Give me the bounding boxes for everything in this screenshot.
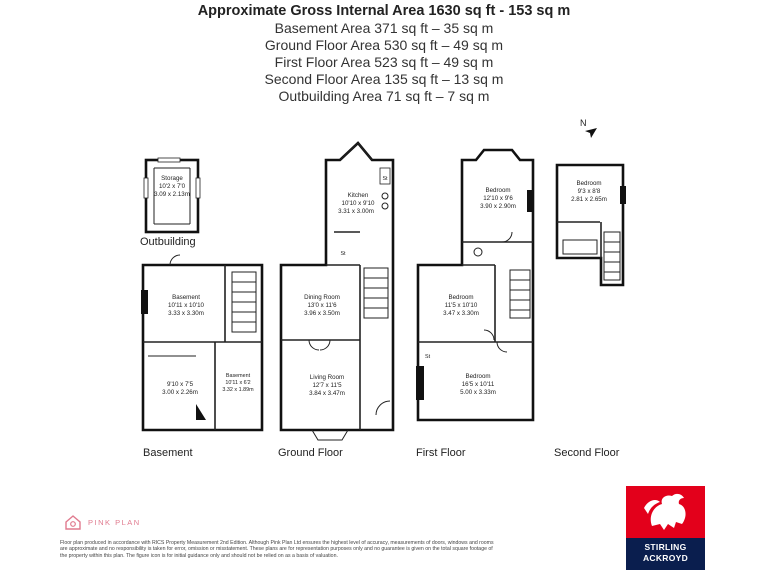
basement-main-name: Basement [172,294,200,301]
pink-plan-text: PINK PLAN [88,517,141,527]
bed-top-imperial: 9'3 x 8'8 [577,188,601,195]
ground-floor-label: Ground Floor [278,447,343,459]
stirling-ackroyd-logo [626,486,705,570]
bed-front-metric: 5.00 x 3.33m [460,389,496,396]
basement-front-metric: 3.00 x 2.26m [162,389,198,396]
ground-store-label: St [340,251,346,257]
gross-area-title: Approximate Gross Internal Area 1630 sq ft - 153 sq m [197,3,571,19]
kitchen-metric: 3.31 x 3.00m [338,208,374,215]
north-arrow-icon [580,118,597,138]
storage-name: Storage [161,175,183,182]
second-floor-label: Second Floor [554,447,620,459]
dining-name: Dining Room [304,294,340,301]
north-label: N [580,118,587,128]
bed-front-name: Bedroom [465,373,491,380]
ground-floor-plan [281,143,393,440]
living-name: Living Room [309,374,345,381]
kitchen-imperial: 10'10 x 9'10 [341,200,375,207]
bed-rear-metric: 3.90 x 2.90m [480,203,516,210]
disclaimer-text: Floor plan produced in accordance with RICS Property Measurement 2nd Edition. Although Pink Plan Ltd ensures the highest level of accuracy, measurements of doors, windows and rooms are approximate and no responsibility is taken for error, omission or misstatement. These plans are for representation purposes only and no guarantee is given on the total square footage of the property within this plan. The figure icon is for initial guidance only and should not be relied on as a basis of valuation. [60,540,494,559]
bed-top-name: Bedroom [576,180,602,187]
first-floor-plan [416,150,534,420]
basement-small-metric: 3.32 x 1.89m [222,387,254,393]
second-floor-plan [557,165,626,285]
bed-front-imperial: 16'5 x 10'11 [461,381,495,388]
first-floor-label: First Floor [416,447,466,459]
outbuilding-plan [144,158,200,232]
bed-mid-metric: 3.47 x 3.30m [443,310,479,317]
living-imperial: 12'7 x 11'5 [312,382,342,389]
kitchen-name: Kitchen [347,192,369,199]
basement-main-imperial: 10'11 x 10'10 [168,302,204,309]
basement-small-name: Basement [225,373,251,379]
dining-metric: 3.96 x 3.50m [304,310,340,317]
living-metric: 3.84 x 3.47m [309,390,345,397]
brand-line-2: ACKROYD [642,553,689,563]
basement-front-imperial: 9'10 x 7'5 [166,381,194,388]
ground-area-line: Ground Floor Area 530 sq ft – 49 sq m [264,37,504,53]
second-area-line: Second Floor Area 135 sq ft – 13 sq m [264,71,504,87]
basement-small-imperial: 10'11 x 6'2 [225,380,251,386]
basement-main-metric: 3.33 x 3.30m [168,310,204,317]
basement-plan [141,255,262,430]
bed-mid-name: Bedroom [448,294,474,301]
first-store-label: St [425,354,431,360]
dining-imperial: 13'0 x 11'6 [307,302,337,309]
griffin-icon [626,486,705,538]
first-area-line: First Floor Area 523 sq ft – 49 sq m [274,54,494,70]
basement-label: Basement [143,447,193,459]
bed-top-metric: 2.81 x 2.65m [571,196,607,203]
bed-rear-imperial: 12'10 x 9'6 [483,195,513,202]
outbuilding-area-line: Outbuilding Area 71 sq ft – 7 sq m [278,88,490,104]
bed-rear-name: Bedroom [485,187,511,194]
bed-mid-imperial: 11'5 x 10'10 [444,302,478,309]
basement-area-line: Basement Area 371 sq ft – 35 sq m [274,20,494,36]
brand-line-1: STIRLING [644,542,687,552]
storage-metric: 3.09 x 2.13m [154,191,190,198]
outbuilding-label: Outbuilding [140,236,196,248]
house-icon [64,514,82,530]
pink-plan-logo [64,514,141,530]
kitchen-store-label: St [382,176,388,182]
storage-imperial: 10'2 x 7'0 [158,183,186,190]
